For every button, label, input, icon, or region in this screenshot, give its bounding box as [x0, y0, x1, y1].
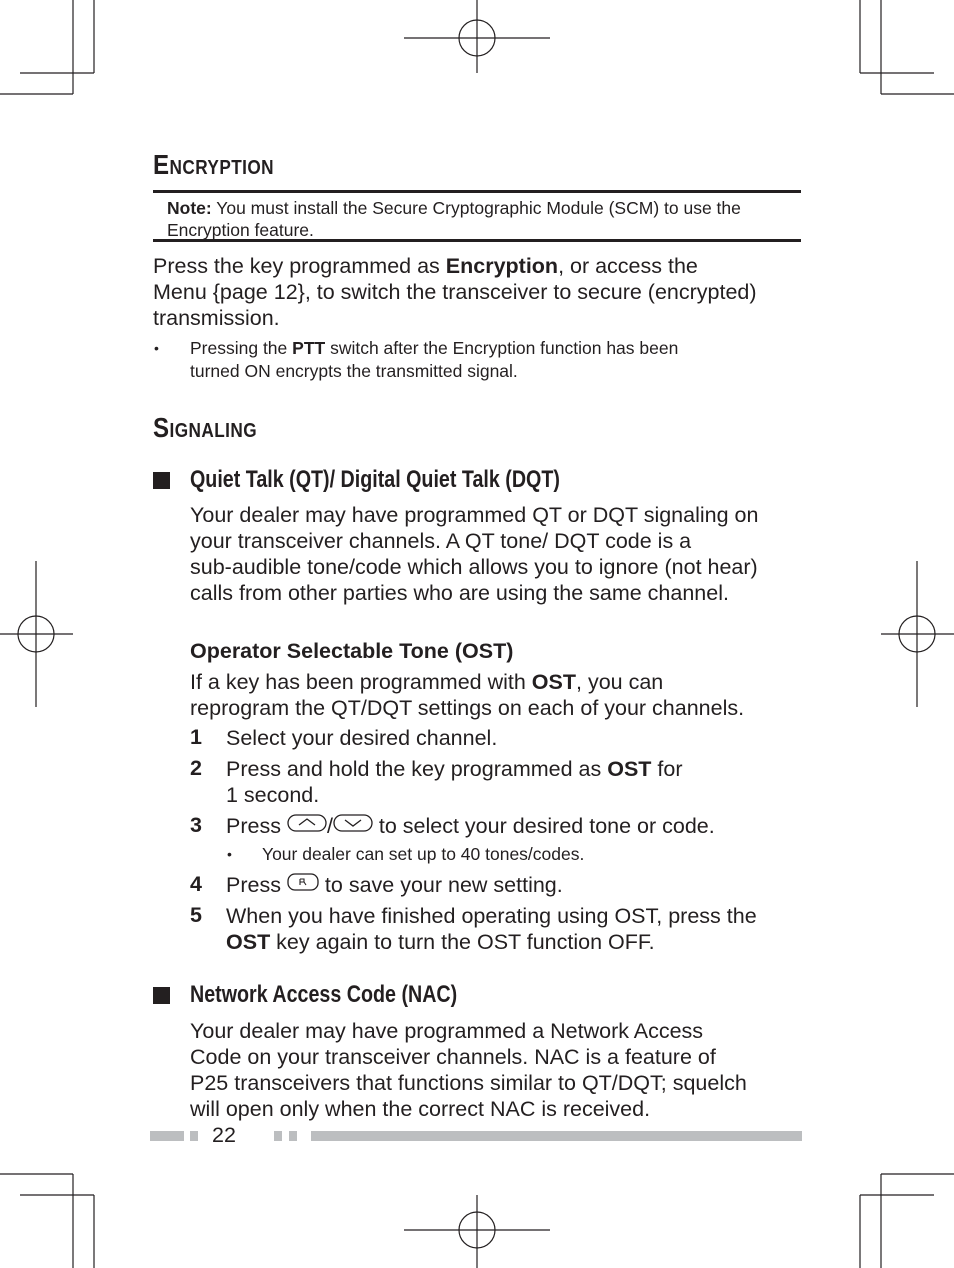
down-arrow-key-icon: [333, 812, 373, 838]
footer-bar: [311, 1131, 802, 1141]
note-box: [153, 190, 801, 242]
up-arrow-key-icon: [287, 812, 327, 838]
step-1-text: Select your desired channel.: [226, 726, 498, 750]
footer-bar: [150, 1131, 184, 1141]
bullet-icon: •: [154, 340, 159, 356]
step-4-text: Press to save your new setting.: [226, 873, 563, 897]
encryption-bullet: Pressing the PTT switch after the Encryption function has been turned ON encrypts the transmitted signal.: [190, 338, 679, 381]
step-3-bullet: Your dealer can set up to 40 tones/codes.: [262, 844, 585, 864]
step-number: 4: [190, 872, 202, 896]
encryption-title: ENCRYPTION: [153, 149, 275, 180]
step-number: 2: [190, 756, 202, 780]
encryption-paragraph: Press the key programmed as Encryption, or access the Menu {page 12}, to switch the transceiver to secure (encrypted) transmission.: [153, 254, 757, 330]
step-3-text: Press / to select your desired tone or code.: [226, 814, 715, 838]
key-lamp-icon: [287, 871, 319, 897]
step-number: 1: [190, 725, 202, 749]
square-bullet-icon: [153, 987, 170, 1004]
step-number: 3: [190, 813, 202, 837]
ost-paragraph: If a key has been programmed with OST, you can reprogram the QT/DQT settings on each of your channels.: [190, 670, 745, 720]
bullet-icon: •: [227, 846, 232, 862]
qt-paragraph: Your dealer may have programmed QT or DQT signaling on your transceiver channels. A QT tone/ DQT code is a sub-audible tone/code which allows you to ignore (not hear) calls from other parties who are using the same channel.: [190, 503, 759, 605]
step-number: 5: [190, 903, 202, 927]
ost-heading: Operator Selectable Tone (OST): [190, 639, 514, 663]
square-bullet-icon: [153, 472, 170, 489]
signaling-title: SIGNALING: [153, 412, 258, 443]
footer-bar: [289, 1131, 297, 1141]
nac-paragraph: Your dealer may have programmed a Network Access Code on your transceiver channels. NAC is a feature of P25 transceivers that functions similar to QT/DQT; squelch will open only when the correct NAC is received.: [190, 1019, 747, 1121]
note-text: Note: You must install the Secure Cryptographic Module (SCM) to use the Encryption feature.: [167, 198, 741, 240]
qt-heading: Quiet Talk (QT)/ Digital Quiet Talk (DQT): [190, 466, 560, 493]
page-number: 22: [212, 1123, 236, 1147]
nac-heading: Network Access Code (NAC): [190, 981, 458, 1008]
step-2-text: Press and hold the key programmed as OST for 1 second.: [226, 757, 683, 807]
footer-bar: [274, 1131, 282, 1141]
step-5-text: When you have finished operating using OST, press the OST key again to turn the OST function OFF.: [226, 904, 757, 954]
footer-bar: [190, 1131, 198, 1141]
